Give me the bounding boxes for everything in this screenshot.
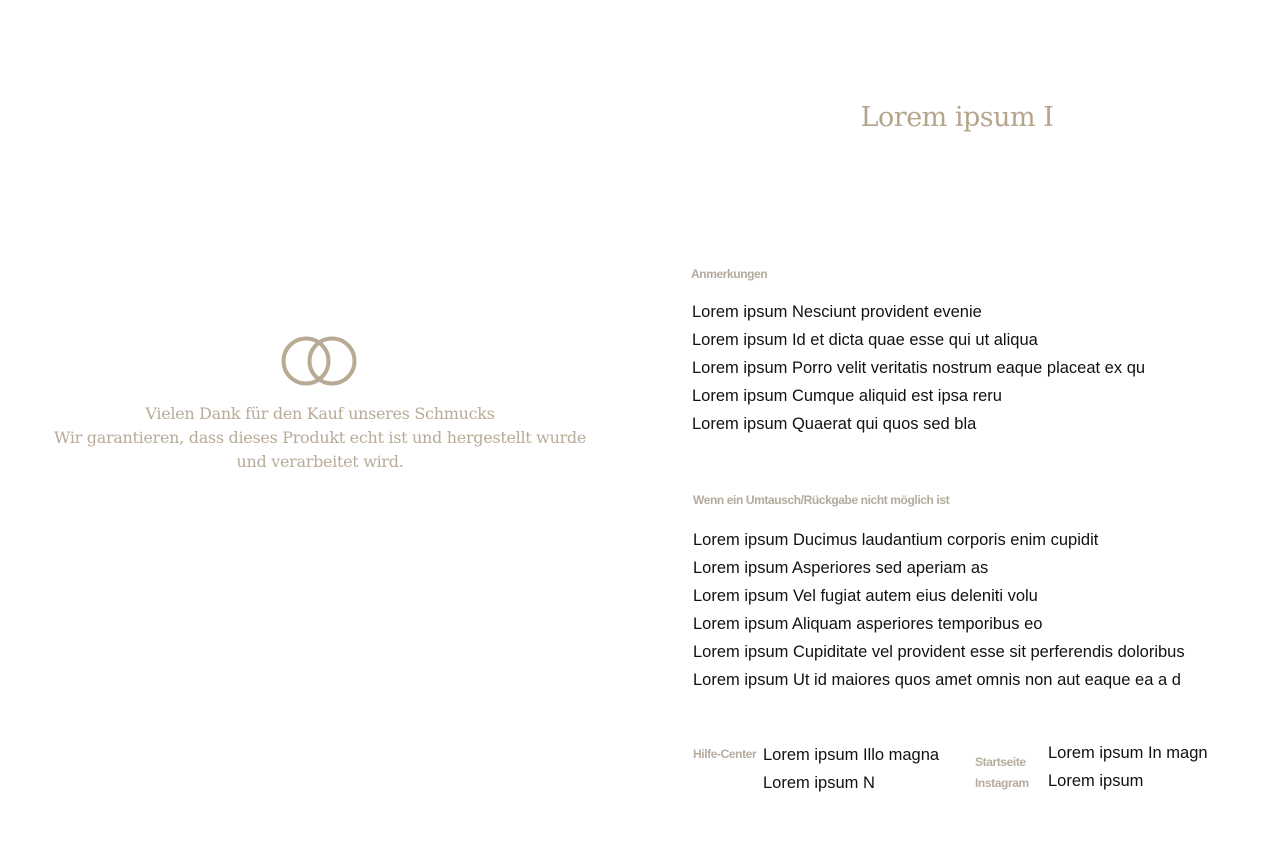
list-item: Lorem ipsum Cupiditate vel provident esse sit perferendis doloribus [693,643,1185,661]
list-item: Lorem ipsum Porro velit veritatis nostrum eaque placeat ex qu [692,359,1146,377]
list-item: Lorem ipsum Aliquam asperiores temporibus eo [693,615,1043,633]
interlocking-rings-icon [277,334,359,388]
notes-heading: Anmerkungen [691,267,768,281]
notes-list [692,298,1145,438]
list-item: Lorem ipsum [1048,772,1144,790]
thank-you-message [40,402,600,474]
no-return-heading: Wenn ein Umtausch/Rückgabe nicht möglich ist [693,493,950,507]
list-item: Lorem ipsum Id et dicta quae esse qui ut aliqua [692,331,1038,349]
list-item: Lorem ipsum Cumque aliquid est ipsa reru [692,387,1002,405]
list-item: Lorem ipsum In magn [1048,744,1208,762]
list-item: Lorem ipsum Asperiores sed aperiam as [693,559,989,577]
list-item: Lorem ipsum Quaerat qui quos sed bla [692,415,977,433]
list-item: Lorem ipsum Illo magna [763,746,940,764]
thank-you-line: Vielen Dank für den Kauf unseres Schmucks [145,404,495,423]
list-item: Lorem ipsum Vel fugiat autem eius deleniti volu [693,587,1038,605]
instagram-link[interactable]: Instagram [975,776,1029,790]
no-return-list [693,526,1185,694]
list-item: Lorem ipsum Nesciunt provident evenie [692,303,982,321]
page-title: Lorem ipsum I [860,102,1054,133]
list-item: Lorem ipsum Ducimus laudantium corporis enim cupidit [693,531,1099,549]
guarantee-line: Wir garantieren, dass dieses Produkt echt ist und hergestellt wurde [53,428,587,447]
list-item: Lorem ipsum Ut id maiores quos amet omnis non aut eaque ea a d [693,671,1181,689]
list-item: Lorem ipsum N [763,774,875,792]
guarantee-line-end: und verarbeitet wird. [236,452,404,471]
help-center-list [763,741,939,797]
social-list [1048,739,1208,795]
home-link[interactable]: Startseite [975,755,1026,769]
help-center-link[interactable]: Hilfe-Center [693,747,757,761]
